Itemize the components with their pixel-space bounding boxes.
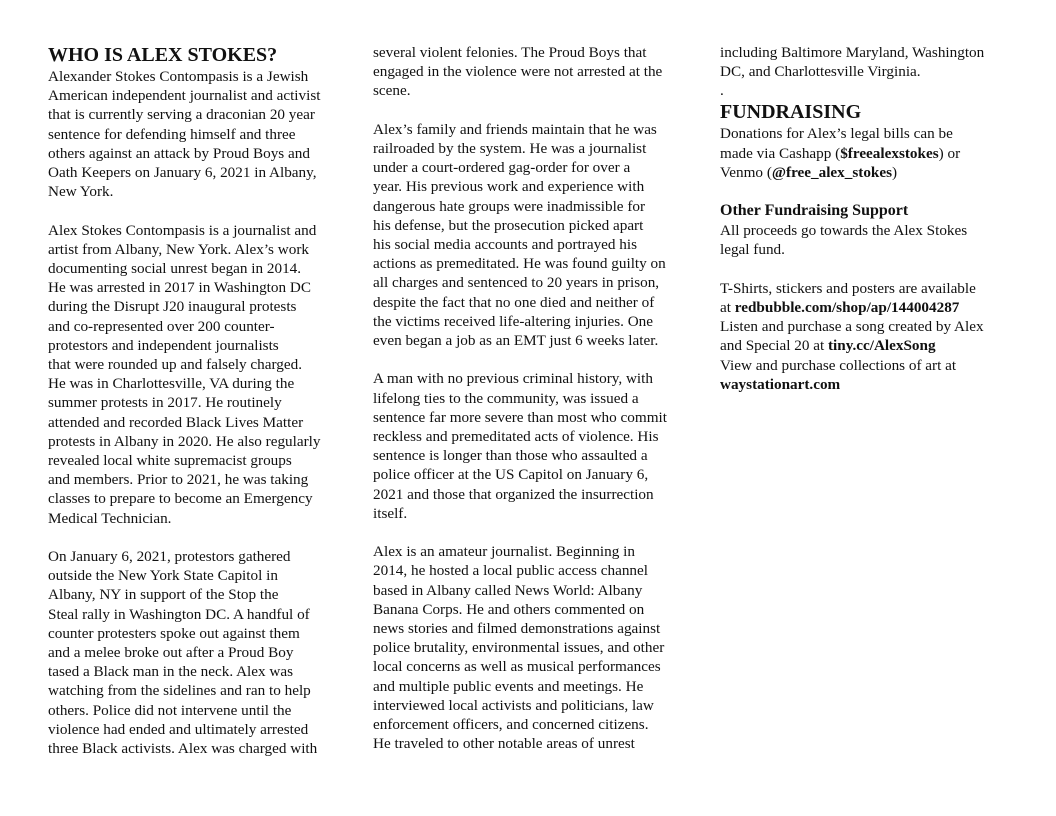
charges-paragraph: several violent felonies. The Proud Boys that engaged in the violence were not arrested at the scene.: [373, 44, 663, 100]
merch-paragraph: [720, 279, 1020, 317]
january-6-paragraph: On January 6, 2021, protestors gathered outside the New York State Capitol in Albany, NY in support of the Stop the Steal rally in Washington DC. A handful of counter protesters spoke out against them and a melee broke out after a Proud Boy tased a Black man in the neck. Alex was watching from the sidelines and ran to help others. Police did not intervene until the violence had ended and ultimately arrested three Black activists. Alex was charged with: [48, 548, 318, 758]
unrest-continuation: including Baltimore Maryland, Washington DC, and Charlottesville Virginia.: [720, 44, 985, 81]
proceeds-paragraph: All proceeds go towards the Alex Stokes legal fund.: [720, 222, 968, 259]
column-2: [373, 43, 693, 753]
redbubble-link[interactable]: redbubble.com/shop/ap/144004287: [734, 299, 960, 316]
other-fundraising-heading: Other Fundraising Support: [720, 202, 909, 220]
venmo-handle[interactable]: @free_alex_stokes: [771, 163, 893, 181]
sentence-paragraph: A man with no previous criminal history, with lifelong ties to the community, was issued a sentence far more severe than most who commit reckless and premeditated acts of violence. His sentence is longer than those who assaulted a police officer at the US Capitol on January 6, 2021 and those that organized the insurrection itself.: [373, 370, 667, 522]
donations-text: Donations for Alex’s legal bills can be made via Cashapp (: [720, 125, 953, 162]
merch-text: T-Shirts, stickers and posters are available at: [720, 279, 976, 316]
separator-dot: .: [720, 82, 724, 100]
song-text: Listen and purchase a song created by Alex and Special 20 at: [720, 318, 984, 355]
fundraising-heading: FUNDRAISING: [720, 101, 862, 124]
art-text: View and purchase collections of art at: [720, 356, 957, 374]
donations-paragraph: [720, 124, 1020, 182]
donations-or: ) or Venmo (: [720, 144, 961, 181]
journalism-paragraph: Alex is an amateur journalist. Beginning in 2014, he hosted a local public access channel based in Albany called News World: Albany Banana Corps. He and others commented on news stories and filmed demonstrations against police brutality, environmental issues, and other local concerns as well as musical performances and multiple public events and meetings. He interviewed local activists and politicians, law enforcement officers, and concerned citizens. He traveled to other notable areas of unrest: [373, 543, 665, 753]
song-link[interactable]: tiny.cc/AlexSong: [827, 337, 936, 355]
cashapp-handle[interactable]: $freealexstokes: [840, 144, 939, 162]
art-link[interactable]: waystationart.com: [720, 375, 841, 393]
column-1: [48, 43, 348, 758]
art-paragraph: [720, 356, 1020, 394]
background-paragraph: Alex Stokes Contompasis is a journalist and artist from Albany, New York. Alex’s work documenting social unrest began in 2014. He was arrested in 2017 in Washington DC during the Disrupt J20 inaugural protests and co-represented over 200 counter- protestors and independent journalists that were rounded up and falsely charged. He was in Charlottesville, VA during the summer protests in 2017. He routinely attended and recorded Black Lives Matter protests in Albany in 2020. He also regularly revealed local white supremacist groups and members. Prior to 2021, he was taking classes to prepare to become an Emergency Medical Technician.: [48, 221, 321, 527]
trial-paragraph: Alex’s family and friends maintain that he was railroaded by the system. He was a journalist under a court-ordered gag-order for over a year. His previous work and experience with dangerous hate groups were inadmissible for his defense, but the prosecution picked apart his social media accounts and portrayed his actions as premeditated. He was found guilty on all charges and sentenced to 20 years in prison, despite the fact that no one died and neither of the victims received life-altering injuries. One even began a job as an EMT just 6 weeks later.: [373, 120, 666, 350]
song-paragraph: [720, 317, 1020, 355]
page-title: WHO IS ALEX STOKES?: [48, 44, 278, 66]
column-3: [720, 43, 1020, 394]
donations-close: ): [892, 163, 898, 181]
intro-paragraph: Alexander Stokes Contompasis is a Jewish American independent journalist and activist that is currently serving a draconian 20 year sentence for defending himself and three others against an attack by Proud Boys and Oath Keepers on January 6, 2021 in Albany, New York.: [48, 68, 321, 201]
